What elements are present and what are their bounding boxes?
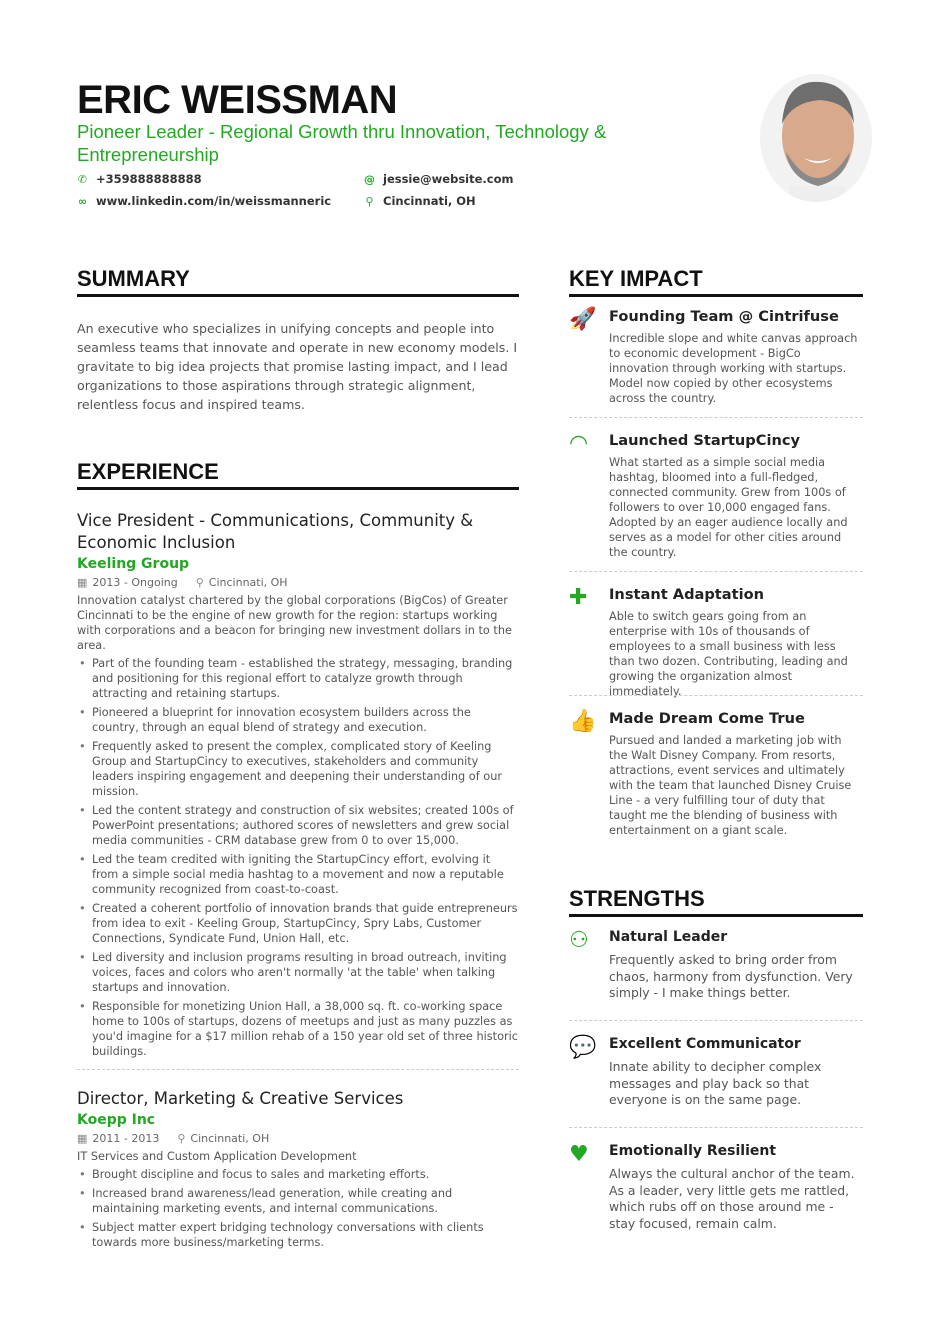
divider — [569, 571, 863, 572]
email-text[interactable]: jessie@website.com — [383, 172, 514, 186]
divider — [569, 1020, 863, 1021]
item-title: Instant Adaptation — [609, 586, 765, 603]
strength-item — [569, 1143, 863, 1232]
profile-photo — [760, 74, 872, 202]
divider — [77, 1069, 519, 1070]
item-text: Able to switch gears going from an enterprise with 10s of thousands of employees to a small business with less than two dozen. Contributing, leading and growing the organization almost immediately. — [609, 610, 848, 698]
job-bullet: • Increased brand awareness/lead generation, while creating and maintaining marketing events, and internal communications. — [77, 1186, 519, 1216]
key-impact-item — [569, 586, 863, 699]
linkedin[interactable] — [77, 194, 331, 208]
job-entry — [77, 1088, 519, 1250]
linkedin-text[interactable]: www.linkedin.com/in/weissmanneric — [96, 194, 332, 208]
location — [364, 194, 476, 208]
job-bullet: • Led the team credited with igniting the StartupCincy effort, evolving it from a simple social media hashtag to a movement and now a reputable community recognized from coast-to-coast. — [77, 852, 519, 897]
job-title: Director, Marketing & Creative Services — [77, 1089, 404, 1108]
item-text: Frequently asked to bring order from chaos, harmony from dysfunction. Very simply - I make things better. — [609, 952, 853, 1000]
phone-icon: ✆ — [77, 172, 88, 186]
calendar-icon: ▦ — [77, 1132, 88, 1145]
speech-bubble-icon: 💬 — [569, 1035, 597, 1060]
item-text: Always the cultural anchor of the team. As a leader, very little gets me rattled, which rubs off on those around me - stay focused, remain calm. — [609, 1166, 855, 1231]
job-description: IT Services and Custom Application Development — [77, 1150, 357, 1163]
key-impact-heading: KEY IMPACT — [569, 266, 863, 297]
experience-section — [77, 459, 519, 1254]
job-dates: 2013 - Ongoing — [92, 576, 178, 589]
strengths-heading: STRENGTHS — [569, 886, 863, 917]
item-text: Pursued and landed a marketing job with the Walt Disney Company. From resorts, attractions, event services and ultimately with the team that launched Disney Cruise Line - a very fulfilling tour of duty that taught me the blending of business with entertainment on a giant scale. — [609, 734, 852, 837]
item-title: Founding Team @ Cintrifuse — [609, 308, 839, 325]
strength-item — [569, 929, 863, 1002]
job-bullet: • Led the content strategy and construction of six websites; created 100s of PowerPoint presentations; authored scores of newsletters and grew social media communities - CRM database grew from 0 to over 15,000. — [77, 803, 519, 848]
item-title: Emotionally Resilient — [609, 1143, 777, 1159]
phone-text: +359888888888 — [96, 172, 202, 186]
job-bullet: • Led diversity and inclusion programs resulting in broad outreach, inviting voices, faces and colors who aren't normally 'at the table' when talking startups and innovation. — [77, 950, 519, 995]
thumbs-up-icon: 👍 — [569, 709, 597, 734]
job-bullet: • Responsible for monetizing Union Hall, a 38,000 sq. ft. co-working space home to 100s of startups, dozens of meetups and just as many puzzles as you'd imagine for a $17 million rehab of a 150 year old set of three historic buildings. — [77, 999, 519, 1059]
candidate-title: Pioneer Leader - Regional Growth thru Innovation, Technology & Entrepreneurship — [77, 121, 607, 165]
map-pin-icon: ⚲ — [177, 1132, 186, 1145]
experience-heading: EXPERIENCE — [77, 459, 519, 490]
item-title: Excellent Communicator — [609, 1036, 801, 1052]
item-title: Launched StartupCincy — [609, 432, 801, 449]
job-location: Cincinnati, OH — [190, 1132, 270, 1145]
key-impact-item — [569, 432, 863, 560]
job-bullet: • Subject matter expert bridging technology conversations with clients towards more business/marketing terms. — [77, 1220, 519, 1250]
job-dates: 2011 - 2013 — [92, 1132, 160, 1145]
link-icon: ∞ — [77, 194, 88, 208]
map-pin-icon: ⚲ — [365, 194, 374, 208]
strength-item — [569, 1036, 863, 1109]
summary-heading: SUMMARY — [77, 266, 519, 297]
job-bullet: • Frequently asked to present the complex, complicated story of Keeling Group and StartupCincy to executives, stakeholders and community leaders inspiring engagement and deepening their understanding of our mission. — [77, 739, 519, 799]
heartbeat-icon: ♥ — [569, 1142, 589, 1167]
key-impact-item — [569, 308, 863, 406]
at-icon: @ — [364, 172, 375, 186]
map-pin-icon: ⚲ — [195, 576, 204, 589]
summary-text: An executive who specializes in unifying concepts and people into seamless teams that innovate and operate in new economy models. I gravitate to big idea projects that promise lasting impact, and I lead organizations to those aspirations through strategic alignment, relentless focus and inspired teams. — [77, 321, 518, 412]
item-title: Natural Leader — [609, 929, 728, 945]
item-title: Made Dream Come True — [609, 710, 805, 727]
item-text: Innate ability to decipher complex messages and play back so that everyone is on the same page. — [609, 1059, 822, 1107]
gauge-icon: ◠ — [569, 431, 589, 456]
key-impact-item — [569, 710, 863, 838]
job-bullet: • Pioneered a blueprint for innovation ecosystem builders across the country, through an equal blend of strategy and execution. — [77, 705, 519, 735]
item-text: Incredible slope and white canvas approach to economic development - BigCo innovation through working with startups. Model now copied by other ecosystems across the country. — [609, 332, 858, 405]
job-description: Innovation catalyst chartered by the global corporations (BigCos) of Greater Cincinnati to be the engine of new growth for the region: startups working with corporations and a beacon for bringing new investment dollars in to the area. — [77, 594, 512, 652]
company: Koepp Inc — [77, 1112, 156, 1128]
divider — [569, 695, 863, 696]
candidate-name: ERIC WEISSMAN — [77, 78, 398, 122]
divider — [569, 417, 863, 418]
job-bullet: • Brought discipline and focus to sales and marketing efforts. — [77, 1167, 519, 1182]
item-text: What started as a simple social media hashtag, bloomed into a full-fledged, connected community. Grew from 100s of followers to over 10,000 engaged fans. Adopted by an eager audience locally and serves as a model for other cities around the country. — [609, 456, 848, 559]
company: Keeling Group — [77, 556, 190, 572]
location-text: Cincinnati, OH — [383, 194, 476, 208]
rocket-icon: 🚀 — [569, 307, 597, 332]
calendar-icon: ▦ — [77, 576, 88, 589]
job-bullet: • Part of the founding team - established the strategy, messaging, branding and positioning for this regional effort to catalyze growth through attracting and retaining startups. — [77, 656, 519, 701]
job-entry — [77, 510, 519, 1059]
job-location: Cincinnati, OH — [208, 576, 288, 589]
org-chart-icon: ⚇ — [569, 928, 589, 953]
phone — [77, 172, 202, 186]
email[interactable] — [364, 172, 513, 186]
job-title: Vice President - Communications, Community & Economic Inclusion — [77, 511, 474, 552]
puzzle-icon: ✚ — [569, 585, 588, 610]
job-bullet: • Created a coherent portfolio of innovation brands that guide entrepreneurs from idea to exit - Keeling Group, StartupCincy, Spry Labs, Customer Connections, Syndicate Fund, Union Hall, etc. — [77, 901, 519, 946]
divider — [569, 1127, 863, 1128]
